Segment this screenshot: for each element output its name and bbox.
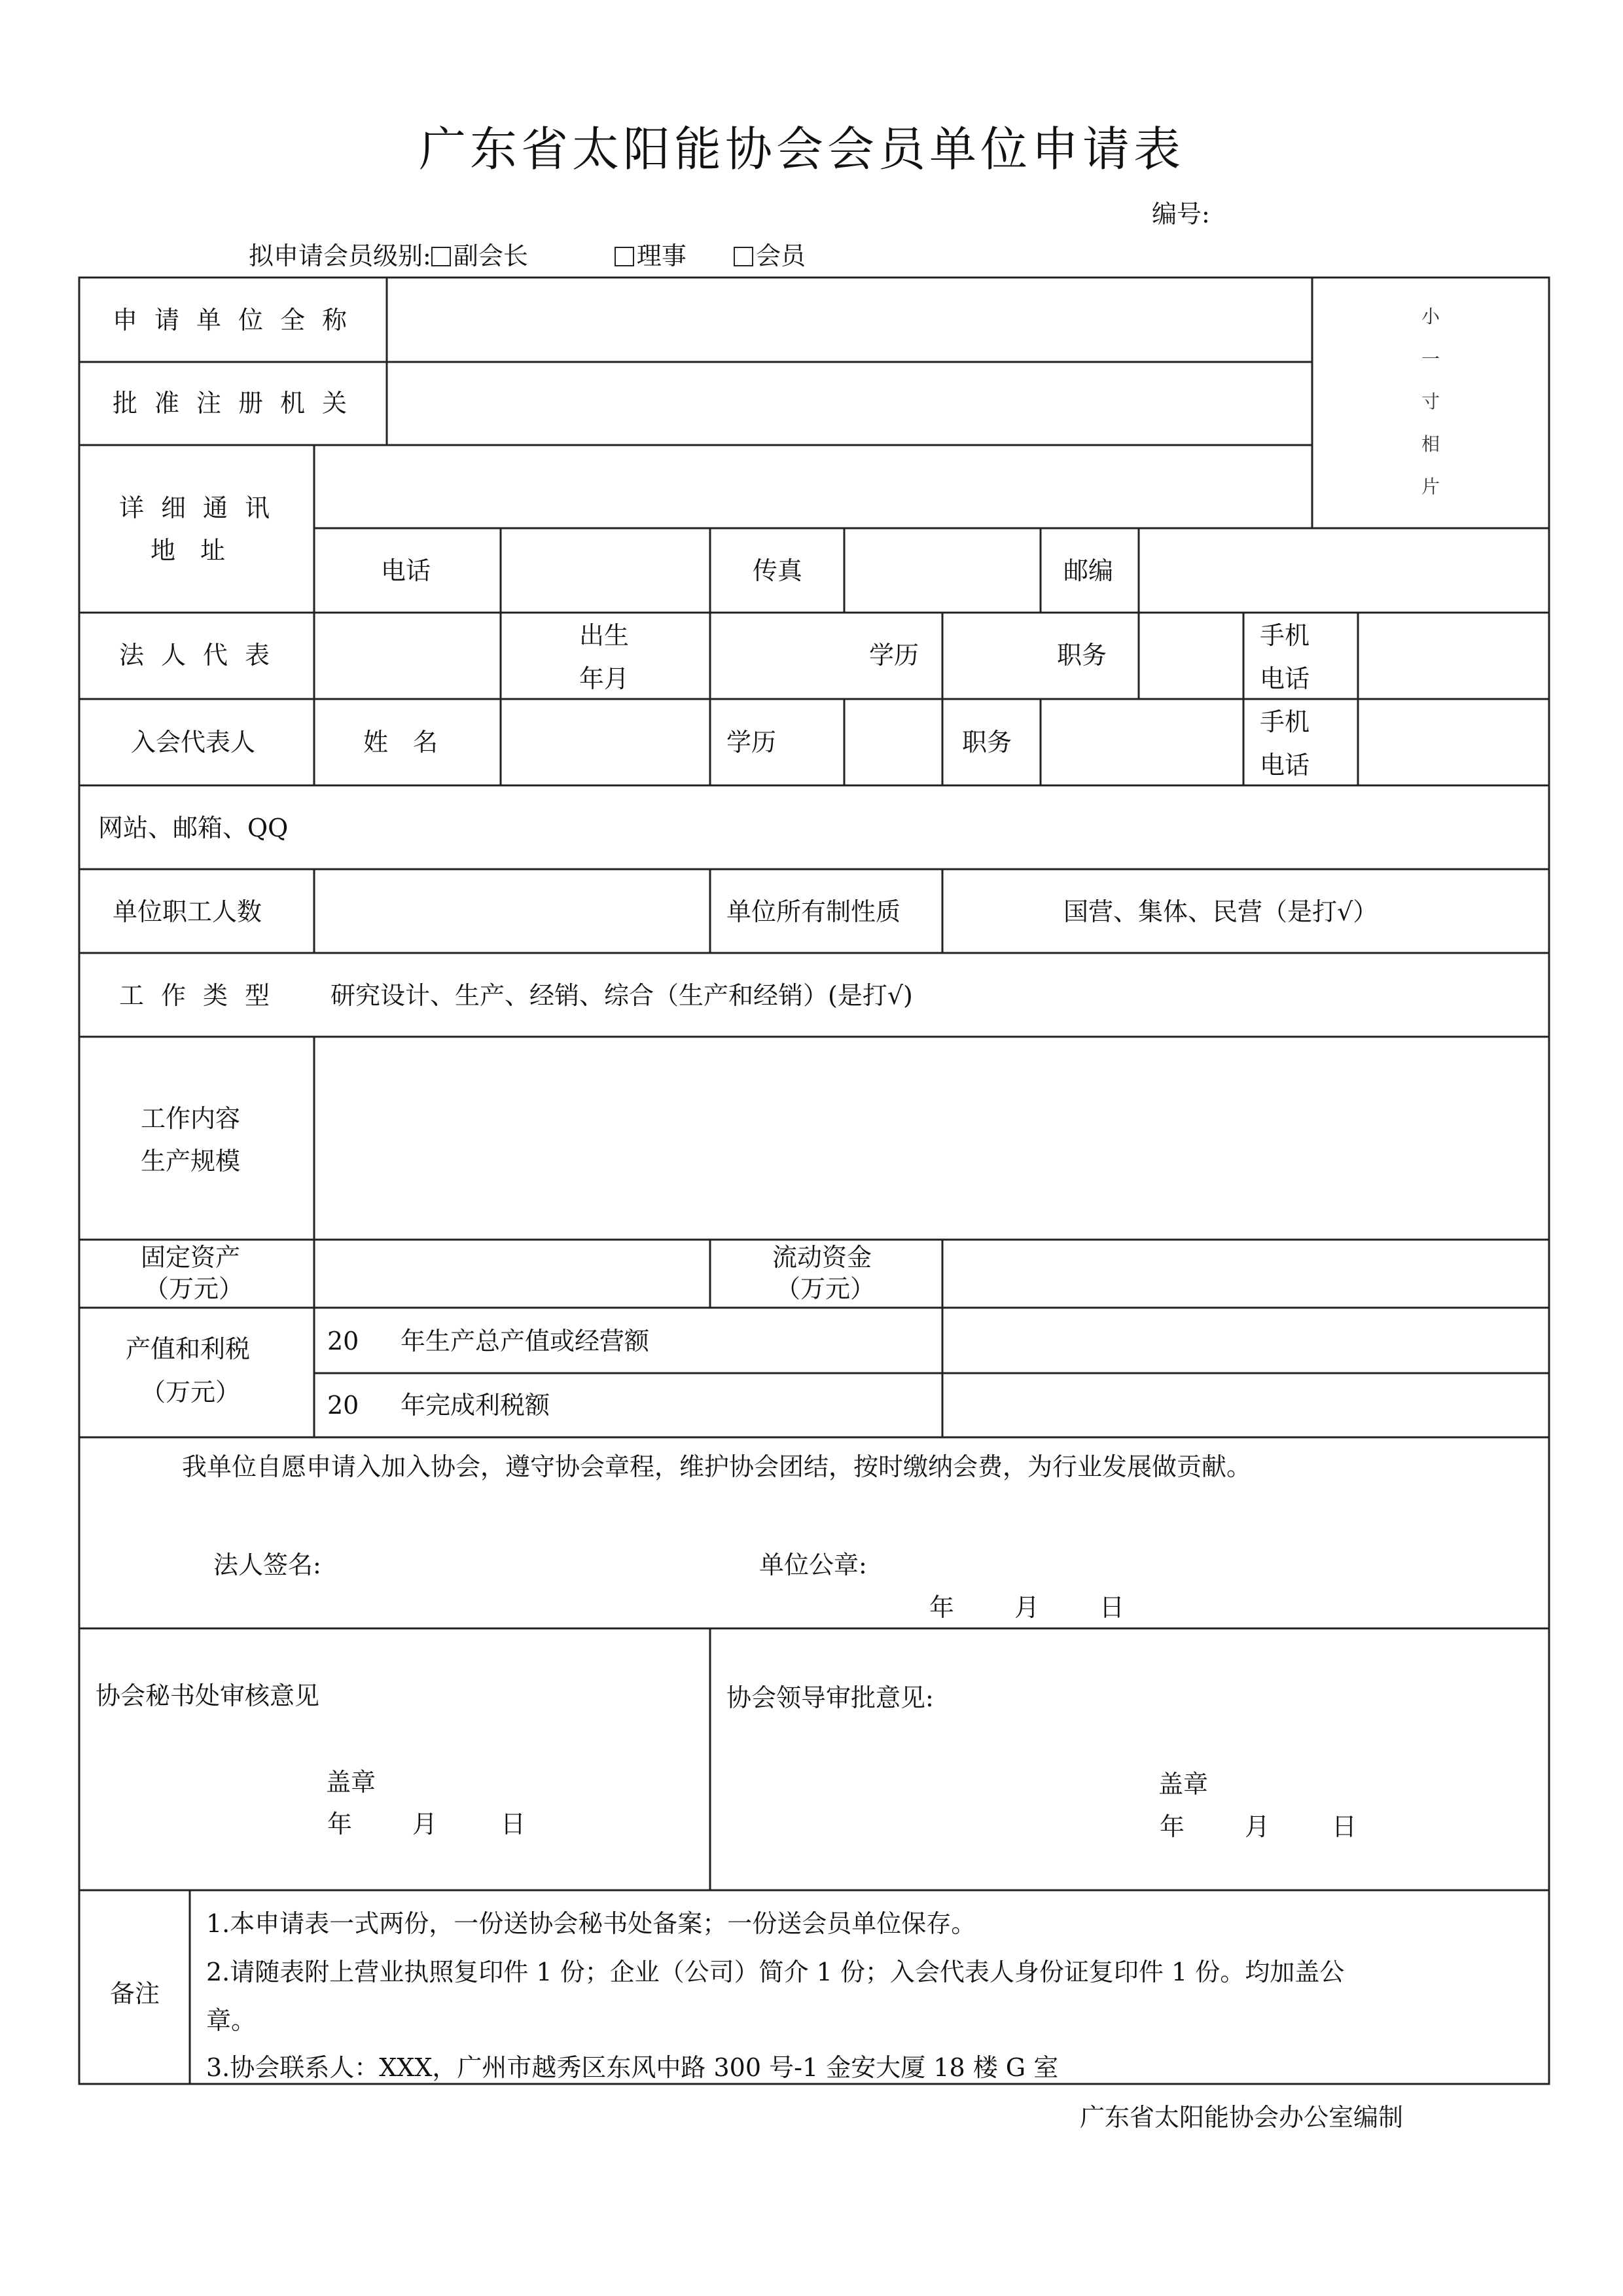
label-legal-mobile-line2: 电话 <box>1260 664 1310 693</box>
input-registration-authority[interactable] <box>389 364 1310 443</box>
label-ownership: 单位所有制性质 <box>726 897 901 926</box>
membership-level-label: 拟申请会员级别: <box>249 242 431 270</box>
photo-placeholder-1: 小 <box>1421 306 1440 327</box>
leader-date-month: 月 <box>1245 1812 1270 1841</box>
label-fixed-assets: 固定资产 <box>141 1243 241 1272</box>
label-unit-full-name: 申请单位全称 <box>113 306 365 334</box>
label-staff-count: 单位职工人数 <box>113 897 262 926</box>
label-member-representative: 入会代表人 <box>131 728 256 757</box>
input-website-email-qq[interactable] <box>316 787 1547 867</box>
pledge-date-day: 日 <box>1099 1593 1125 1622</box>
footer-compiled-by: 广东省太阳能协会办公室编制 <box>1080 2103 1404 2132</box>
leader-date-day: 日 <box>1332 1812 1357 1841</box>
label-fixed-assets-unit: （万元） <box>144 1274 244 1303</box>
photo-placeholder-4: 相 <box>1421 433 1440 455</box>
input-legal-mobile[interactable] <box>1360 615 1547 697</box>
input-rep-mobile[interactable] <box>1360 701 1547 783</box>
label-birth-line1: 出生 <box>579 621 630 650</box>
legal-signature-label: 法人签名: <box>213 1551 321 1579</box>
label-current-funds: 流动资金 <box>772 1243 872 1272</box>
input-fixed-assets[interactable] <box>316 1242 708 1306</box>
secretariat-date-day: 日 <box>501 1810 526 1839</box>
photo-placeholder-3: 寸 <box>1421 391 1440 412</box>
label-fax: 传真 <box>753 556 803 585</box>
label-legal-mobile-line1: 手机 <box>1260 621 1310 650</box>
output-year2-label: 年完成利税额 <box>401 1391 550 1420</box>
notes-line-4: 3.协会联系人：XXX，广州市越秀区东风中路 300 号-1 金安大厦 18 楼 G 室 <box>206 2053 1059 2082</box>
label-work-content: 工作内容 <box>141 1104 241 1133</box>
input-phone[interactable] <box>503 530 708 611</box>
label-rep-name: 姓 名 <box>363 728 438 757</box>
input-rep-name[interactable] <box>503 701 708 783</box>
label-phone: 电话 <box>381 556 431 585</box>
leader-seal: 盖章 <box>1158 1770 1209 1799</box>
unit-seal-label: 单位公章: <box>759 1551 867 1579</box>
secretariat-date-month: 月 <box>412 1810 438 1839</box>
input-fax[interactable] <box>846 530 1039 611</box>
ownership-options[interactable]: 国营、集体、民营（是打√） <box>1063 897 1378 926</box>
secretariat-seal: 盖章 <box>326 1768 376 1797</box>
input-output-year2[interactable] <box>944 1375 1547 1435</box>
input-current-funds[interactable] <box>944 1242 1547 1306</box>
input-work-content[interactable] <box>316 1039 1547 1238</box>
output-year1-prefix: 20 <box>327 1327 359 1355</box>
pledge-date-year: 年 <box>929 1593 955 1622</box>
label-website-email-qq: 网站、邮箱、QQ <box>98 814 289 842</box>
label-output-tax-unit: （万元） <box>141 1378 241 1407</box>
label-work-type: 工作类型 <box>119 981 287 1010</box>
leader-date-year: 年 <box>1160 1812 1185 1841</box>
label-postcode: 邮编 <box>1063 556 1114 585</box>
label-output-tax: 产值和利税 <box>126 1335 251 1363</box>
label-rep-mobile-line1: 手机 <box>1260 708 1310 736</box>
label-rep-mobile-line2: 电话 <box>1260 751 1310 780</box>
label-production-scale: 生产规模 <box>141 1147 241 1175</box>
input-output-year1[interactable] <box>944 1310 1547 1371</box>
label-legal-education: 学历 <box>869 641 919 670</box>
notes-label: 备注 <box>110 1979 160 2008</box>
option-vice-president: 副会长 <box>453 242 528 270</box>
input-unit-full-name[interactable] <box>389 279 1310 360</box>
input-postcode[interactable] <box>1141 530 1547 611</box>
label-rep-position: 职务 <box>962 728 1012 757</box>
label-address-line2: 地 址 <box>151 536 226 565</box>
serial-number-label: 编号: <box>1152 200 1210 228</box>
label-current-funds-unit: （万元） <box>776 1274 876 1303</box>
notes-line-2: 2.请随表附上营业执照复印件 1 份；企业（公司）简介 1 份；入会代表人身份证复印件 1 份。均加盖公 <box>206 1958 1345 1986</box>
secretariat-review-label: 协会秘书处审核意见 <box>96 1681 320 1710</box>
page-title: 广东省太阳能协会会员单位申请表 <box>419 122 1185 177</box>
label-address-line1: 详细通讯 <box>119 493 287 522</box>
label-registration-authority: 批准注册机关 <box>113 389 365 418</box>
label-legal-representative: 法人代表 <box>119 641 287 670</box>
output-year2-prefix: 20 <box>327 1391 359 1420</box>
work-type-options[interactable]: 研究设计、生产、经销、综合（生产和经销）(是打√) <box>330 981 913 1010</box>
option-director: 理事 <box>636 242 687 270</box>
label-rep-education: 学历 <box>726 728 777 757</box>
notes-line-3: 章。 <box>206 2006 257 2035</box>
output-year1-label: 年生产总产值或经营额 <box>401 1327 650 1355</box>
photo-placeholder-5: 片 <box>1421 476 1440 497</box>
photo-placeholder-2: 一 <box>1421 348 1440 370</box>
option-member: 会员 <box>756 242 806 270</box>
input-staff-count[interactable] <box>316 871 708 951</box>
notes-line-1: 1.本申请表一式两份，一份送协会秘书处备案；一份送会员单位保存。 <box>206 1909 976 1938</box>
leader-approval-label: 协会领导审批意见: <box>726 1683 934 1712</box>
input-address[interactable] <box>316 447 1310 526</box>
input-legal-representative[interactable] <box>316 615 499 697</box>
secretariat-date-year: 年 <box>327 1810 353 1839</box>
input-rep-position[interactable] <box>1043 701 1241 783</box>
label-birth-line2: 年月 <box>579 664 630 693</box>
input-rep-education[interactable] <box>846 701 940 783</box>
pledge-date-month: 月 <box>1014 1593 1040 1622</box>
pledge-statement: 我单位自愿申请入加入协会，遵守协会章程，维护协会团结，按时缴纳会费，为行业发展做贡献。 <box>182 1452 1252 1481</box>
label-legal-position: 职务 <box>1057 641 1107 670</box>
